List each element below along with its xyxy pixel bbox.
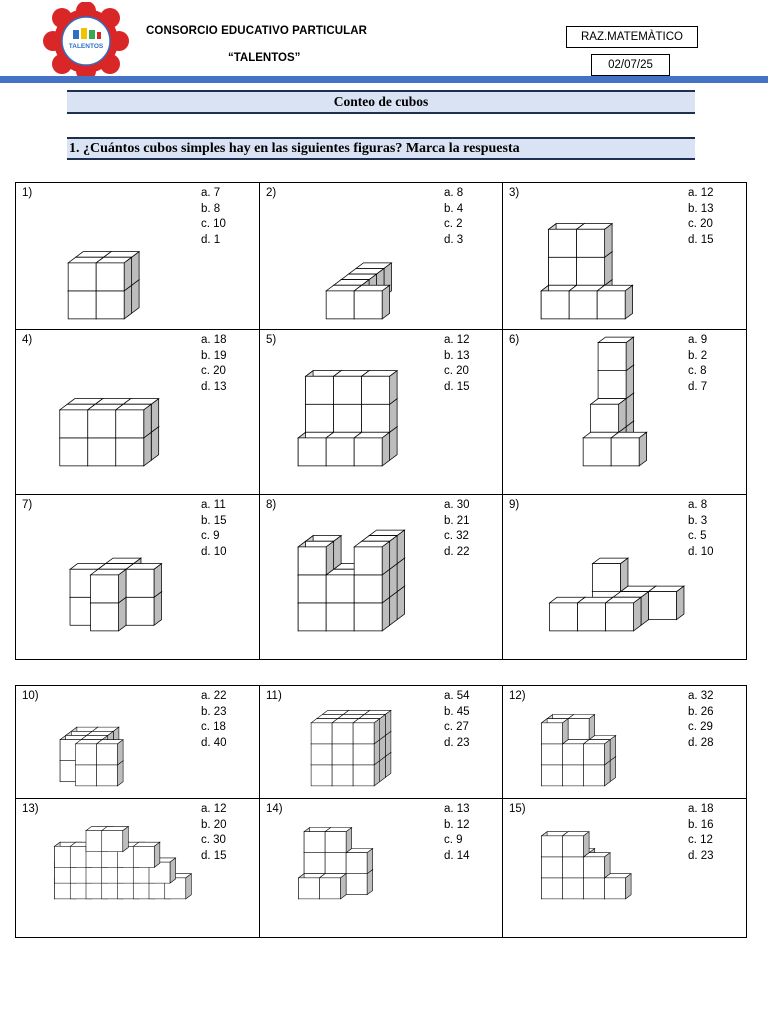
cube (354, 432, 389, 466)
question-prompt: 1. ¿Cuántos cubos simples hay en las siguientes figuras? Marca la respuesta (67, 137, 695, 160)
cube (593, 558, 628, 592)
answer-option[interactable]: d. 15 (444, 380, 470, 393)
logo-text: TALENTOS (68, 43, 104, 50)
cube (611, 432, 646, 466)
problem-number: 6) (509, 334, 520, 346)
answer-option[interactable]: d. 23 (444, 736, 470, 749)
answer-option[interactable]: d. 23 (688, 849, 714, 862)
problem-cell (260, 495, 503, 660)
cube-figure (531, 503, 696, 643)
cube-figure (288, 690, 428, 795)
answer-option[interactable]: d. 22 (444, 545, 470, 558)
problem-cell (503, 330, 747, 495)
answer-option[interactable]: c. 20 (201, 365, 226, 377)
answer-option[interactable]: d. 13 (201, 380, 227, 393)
cube-figure (44, 503, 209, 643)
cube (584, 853, 611, 878)
answer-option[interactable]: b. 4 (444, 202, 464, 215)
cube (325, 828, 352, 853)
cube (91, 569, 126, 603)
answer-option[interactable]: b. 23 (201, 705, 227, 718)
answer-option[interactable]: a. 18 (688, 803, 714, 815)
answer-option[interactable]: a. 11 (201, 499, 226, 511)
answer-option[interactable]: a. 32 (688, 690, 714, 702)
answer-option[interactable]: c. 30 (201, 834, 226, 846)
cube-figure (531, 803, 671, 908)
cube-figure (44, 191, 209, 331)
answer-option[interactable]: a. 22 (201, 690, 227, 702)
school-logo (40, 2, 132, 80)
answer-option[interactable]: a. 12 (444, 334, 470, 346)
cube (362, 371, 397, 405)
answer-option[interactable]: d. 3 (444, 233, 464, 246)
cube (354, 285, 389, 319)
answer-option[interactable]: b. 13 (688, 202, 714, 215)
problem-cell (16, 183, 260, 330)
cube (96, 257, 131, 291)
cube-figure (44, 690, 184, 795)
answer-option[interactable]: d. 40 (201, 736, 227, 749)
answer-option[interactable]: a. 30 (444, 499, 470, 511)
answer-option[interactable]: a. 18 (201, 334, 227, 346)
answer-option[interactable]: c. 9 (444, 834, 463, 846)
answer-option[interactable]: b. 2 (688, 349, 708, 362)
answer-option[interactable]: a. 12 (688, 187, 714, 199)
problem-number: 13) (22, 803, 39, 815)
answer-option[interactable]: a. 12 (201, 803, 227, 815)
problem-cell (260, 330, 503, 495)
cube (97, 740, 124, 765)
answer-option[interactable]: b. 26 (688, 705, 714, 718)
problem-cell (260, 686, 503, 799)
answer-option[interactable]: c. 20 (444, 365, 469, 377)
answer-option[interactable]: d. 7 (688, 380, 708, 393)
answer-option[interactable]: c. 5 (688, 530, 707, 542)
answer-options (201, 802, 239, 864)
problem-number: 15) (509, 803, 526, 815)
answer-options (201, 689, 239, 751)
problem-cell (16, 799, 260, 938)
cube (597, 285, 632, 319)
cube (563, 832, 590, 857)
problems-grid-bottom (15, 685, 747, 938)
cube (126, 564, 161, 598)
cube-figure (288, 503, 453, 643)
cube (346, 849, 373, 874)
answer-options (444, 689, 482, 751)
cube (606, 597, 641, 631)
cube-figure (531, 690, 671, 795)
problem-number: 2) (266, 187, 277, 199)
cube-figure (44, 803, 184, 908)
answer-option[interactable]: d. 28 (688, 736, 714, 749)
header-divider-band (0, 76, 768, 83)
answer-option[interactable]: c. 2 (444, 218, 463, 230)
answer-option[interactable]: d. 1 (201, 233, 221, 246)
cube-figure (288, 191, 453, 331)
answer-options (444, 802, 482, 864)
cube (133, 842, 160, 867)
problem-cell (503, 495, 747, 660)
cube-figure (531, 191, 696, 331)
answer-option[interactable]: c. 8 (688, 365, 707, 377)
cube (116, 404, 151, 438)
problem-cell (16, 495, 260, 660)
problem-number: 4) (22, 334, 33, 346)
problem-number: 12) (509, 690, 526, 702)
answer-option[interactable]: a. 9 (688, 334, 708, 346)
answer-option[interactable]: d. 15 (688, 233, 714, 246)
cube-figure (288, 803, 428, 908)
answer-option[interactable]: c. 9 (201, 530, 220, 542)
answer-option[interactable]: d. 15 (201, 849, 227, 862)
cube (542, 719, 569, 744)
cube (102, 826, 129, 851)
problem-cell (503, 183, 747, 330)
answer-option[interactable]: d. 14 (444, 849, 470, 862)
cube (598, 337, 633, 371)
answer-option[interactable]: a. 7 (201, 187, 221, 199)
cube (354, 541, 389, 575)
cube (298, 541, 333, 575)
problem-cell (260, 799, 503, 938)
subject-box: RAZ.MATEMÀTICO (566, 26, 698, 48)
date-box: 02/07/25 (591, 54, 670, 76)
school-name-line1: CONSORCIO EDUCATIVO PARTICULAR (146, 25, 368, 37)
problem-number: 14) (266, 803, 283, 815)
answer-option[interactable]: d. 10 (201, 545, 227, 558)
problems-grid-top (15, 182, 747, 660)
problem-cell (503, 799, 747, 938)
answer-option[interactable]: b. 15 (201, 514, 227, 527)
problem-number: 3) (509, 187, 520, 199)
answer-option[interactable]: d. 10 (688, 545, 714, 558)
answer-option[interactable]: b. 3 (688, 514, 708, 527)
answer-option[interactable]: a. 13 (444, 803, 470, 815)
problem-cell (16, 686, 260, 799)
problem-number: 5) (266, 334, 277, 346)
answer-option[interactable]: c. 29 (688, 721, 713, 733)
cube (649, 586, 684, 620)
cube-figure (288, 338, 453, 478)
answer-option[interactable]: c. 12 (688, 834, 713, 846)
problem-number: 1) (22, 187, 33, 199)
cube-figure (531, 338, 696, 478)
answer-option[interactable]: b. 45 (444, 705, 470, 718)
cube (353, 719, 380, 744)
problem-number: 8) (266, 499, 277, 511)
answer-option[interactable]: b. 8 (201, 202, 221, 215)
answer-option[interactable]: b. 21 (444, 514, 470, 527)
cube-figure (44, 338, 209, 478)
answer-option[interactable]: c. 32 (444, 530, 469, 542)
answer-option[interactable]: a. 8 (444, 187, 464, 199)
answer-option[interactable]: b. 16 (688, 818, 714, 831)
answer-option[interactable]: b. 20 (201, 818, 227, 831)
answer-options (688, 802, 726, 864)
answer-option[interactable]: c. 18 (201, 721, 226, 733)
cube (584, 740, 611, 765)
school-name-line2: “TALENTOS” (228, 52, 301, 64)
answer-option[interactable]: c. 10 (201, 218, 226, 230)
problem-number: 10) (22, 690, 39, 702)
cube (605, 874, 632, 899)
answer-option[interactable]: b. 13 (444, 349, 470, 362)
problem-number: 9) (509, 499, 520, 511)
problem-cell (503, 686, 747, 799)
cube (320, 874, 347, 899)
problem-cell (260, 183, 503, 330)
answer-option[interactable]: a. 54 (444, 690, 470, 702)
cube (591, 399, 626, 433)
answer-options (688, 689, 726, 751)
answer-option[interactable]: a. 8 (688, 499, 708, 511)
problem-number: 7) (22, 499, 33, 511)
answer-option[interactable]: c. 20 (688, 218, 713, 230)
answer-option[interactable]: b. 19 (201, 349, 227, 362)
worksheet-title: Conteo de cubos (67, 90, 695, 114)
problem-cell (16, 330, 260, 495)
cube (568, 715, 595, 740)
answer-option[interactable]: b. 12 (444, 818, 470, 831)
problem-number: 11) (266, 690, 282, 702)
cube (577, 224, 612, 258)
answer-option[interactable]: c. 27 (444, 721, 469, 733)
